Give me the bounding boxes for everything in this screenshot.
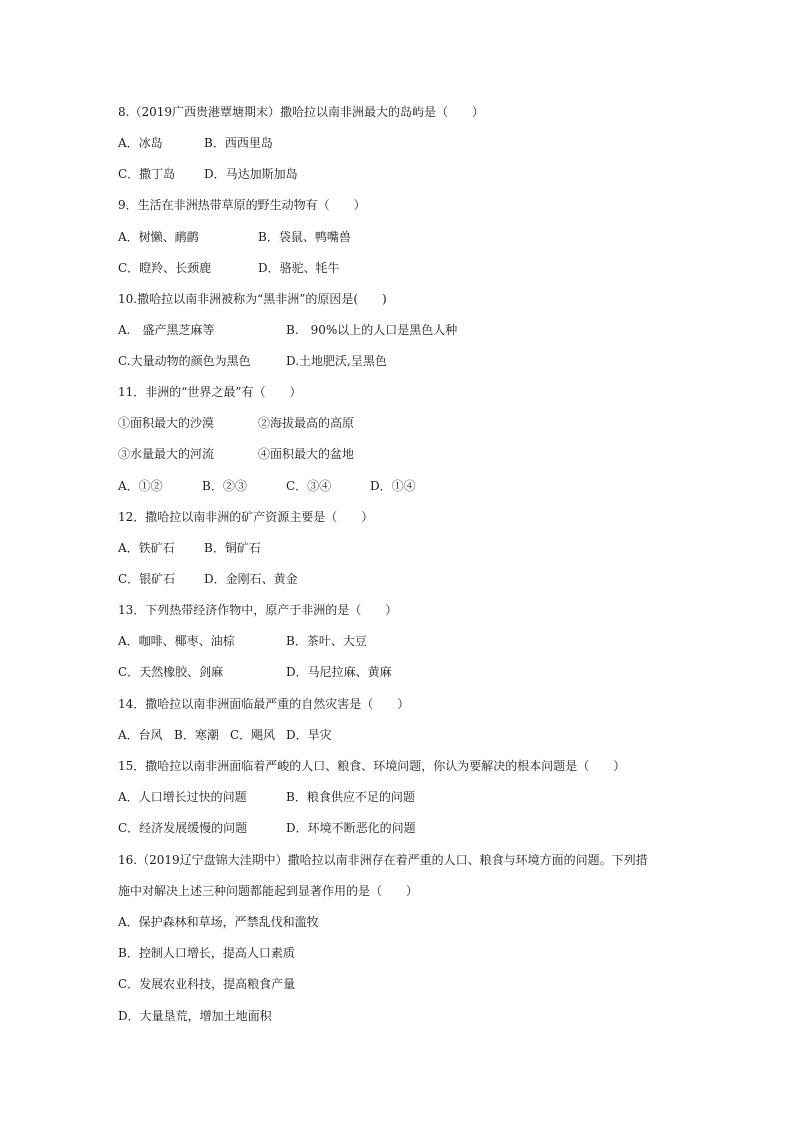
option-c: C．③④ <box>286 479 332 493</box>
question-12-options-row-1 <box>118 538 261 558</box>
option-d: D．环境不断恶化的问题 <box>286 821 416 835</box>
question-13-options-row-1 <box>118 631 367 651</box>
option-b: B．铜矿石 <box>204 541 261 555</box>
question-11-items-row-1 <box>118 413 354 433</box>
question-10-options-row-1 <box>118 320 457 340</box>
option-d: D．马尼拉麻、黄麻 <box>286 665 392 679</box>
option-a: A．冰岛 <box>118 136 163 150</box>
option-b: B．粮食供应不足的问题 <box>286 790 415 804</box>
option-d: D．骆驼、牦牛 <box>258 261 340 275</box>
option-a: A．台风 <box>118 728 163 742</box>
question-16-option-b: B．控制人口增长，提高人口素质 <box>118 946 295 960</box>
question-16-option-a: A．保护森林和草场，严禁乱伐和滥牧 <box>118 915 319 929</box>
question-14-stem: 14．撒哈拉以南非洲面临最严重的自然灾害是（ ） <box>118 697 410 711</box>
question-13-options-row-2 <box>118 662 392 682</box>
question-16-stem-continued: 施中对解决上述三种问题都能起到显著作用的是（ ） <box>118 884 419 898</box>
question-15-stem: 15．撒哈拉以南非洲面临着严峻的人口、粮食、环境问题，你认为要解决的根本问题是（ ） <box>118 759 626 773</box>
question-12-stem: 12．撒哈拉以南非洲的矿产资源主要是（ ） <box>118 510 374 524</box>
question-8-options-row-2 <box>118 164 298 184</box>
option-b: B．寒潮 <box>174 728 219 742</box>
question-10-stem: 10.撒哈拉以南非洲被称为“黑非洲”的原因是( ) <box>118 292 387 306</box>
question-10-options-row-2 <box>118 351 387 371</box>
option-b: B．西西里岛 <box>204 136 273 150</box>
question-8-options-row-1 <box>118 133 273 153</box>
question-11-options-row <box>118 476 416 496</box>
question-16-option-c: C．发展农业科技，提高粮食产量 <box>118 977 296 991</box>
question-16-option-d: D．大量垦荒，增加土地面积 <box>118 1009 272 1023</box>
question-8-stem: 8.（2019广西贵港覃塘期末）撒哈拉以南非洲最大的岛屿是（ ） <box>118 105 484 119</box>
option-a: A．人口增长过快的问题 <box>118 790 247 804</box>
option-a: A．树懒、鸸鹋 <box>118 230 199 244</box>
option-d: D.土地肥沃,呈黑色 <box>286 354 387 368</box>
option-d: D．金刚石、黄金 <box>204 572 298 586</box>
question-9-options-row-2 <box>118 258 340 278</box>
question-9-options-row-1 <box>118 227 351 247</box>
question-15-options-row-1 <box>118 787 415 807</box>
item-4: ④面积最大的盆地 <box>258 447 355 461</box>
option-c: C．撒丁岛 <box>118 167 176 181</box>
option-a: A．咖啡、椰枣、油棕 <box>118 634 235 648</box>
option-d: D．①④ <box>370 479 416 493</box>
question-14-options-row <box>118 725 332 745</box>
question-13-stem: 13．下列热带经济作物中，原产于非洲的是（ ） <box>118 603 398 617</box>
option-a: A．①② <box>118 479 163 493</box>
option-b: B．②③ <box>202 479 247 493</box>
option-a: A. 盛产黑芝麻等 <box>118 323 215 337</box>
question-11-items-row-2 <box>118 444 354 464</box>
option-b: B．茶叶、大豆 <box>286 634 367 648</box>
option-c: C．飓风 <box>230 728 276 742</box>
question-9-stem: 9．生活在非洲热带草原的野生动物有（ ） <box>118 198 366 212</box>
question-15-options-row-2 <box>118 818 416 838</box>
option-c: C．经济发展缓慢的问题 <box>118 821 248 835</box>
option-b: B．袋鼠、鸭嘴兽 <box>258 230 351 244</box>
option-d: D．马达加斯加岛 <box>204 167 298 181</box>
question-16-stem: 16.（2019辽宁盘锦大洼期中）撒哈拉以南非洲存在着严重的人口、粮食与环境方面的问题。下列措 <box>118 853 648 867</box>
question-11-stem: 11．非洲的“世界之最”有（ ） <box>118 385 302 399</box>
option-b: B. 90%以上的人口是黑色人种 <box>286 323 458 337</box>
item-2: ②海拔最高的高原 <box>258 416 355 430</box>
option-c: C．天然橡胶、剑麻 <box>118 665 224 679</box>
item-1: ①面积最大的沙漠 <box>118 416 215 430</box>
option-c: C．银矿石 <box>118 572 176 586</box>
option-c: C.大量动物的颜色为黑色 <box>118 354 251 368</box>
option-c: C．瞪羚、长颈鹿 <box>118 261 212 275</box>
option-d: D．旱灾 <box>286 728 332 742</box>
option-a: A．铁矿石 <box>118 541 175 555</box>
question-12-options-row-2 <box>118 569 298 589</box>
item-3: ③水量最大的河流 <box>118 447 215 461</box>
